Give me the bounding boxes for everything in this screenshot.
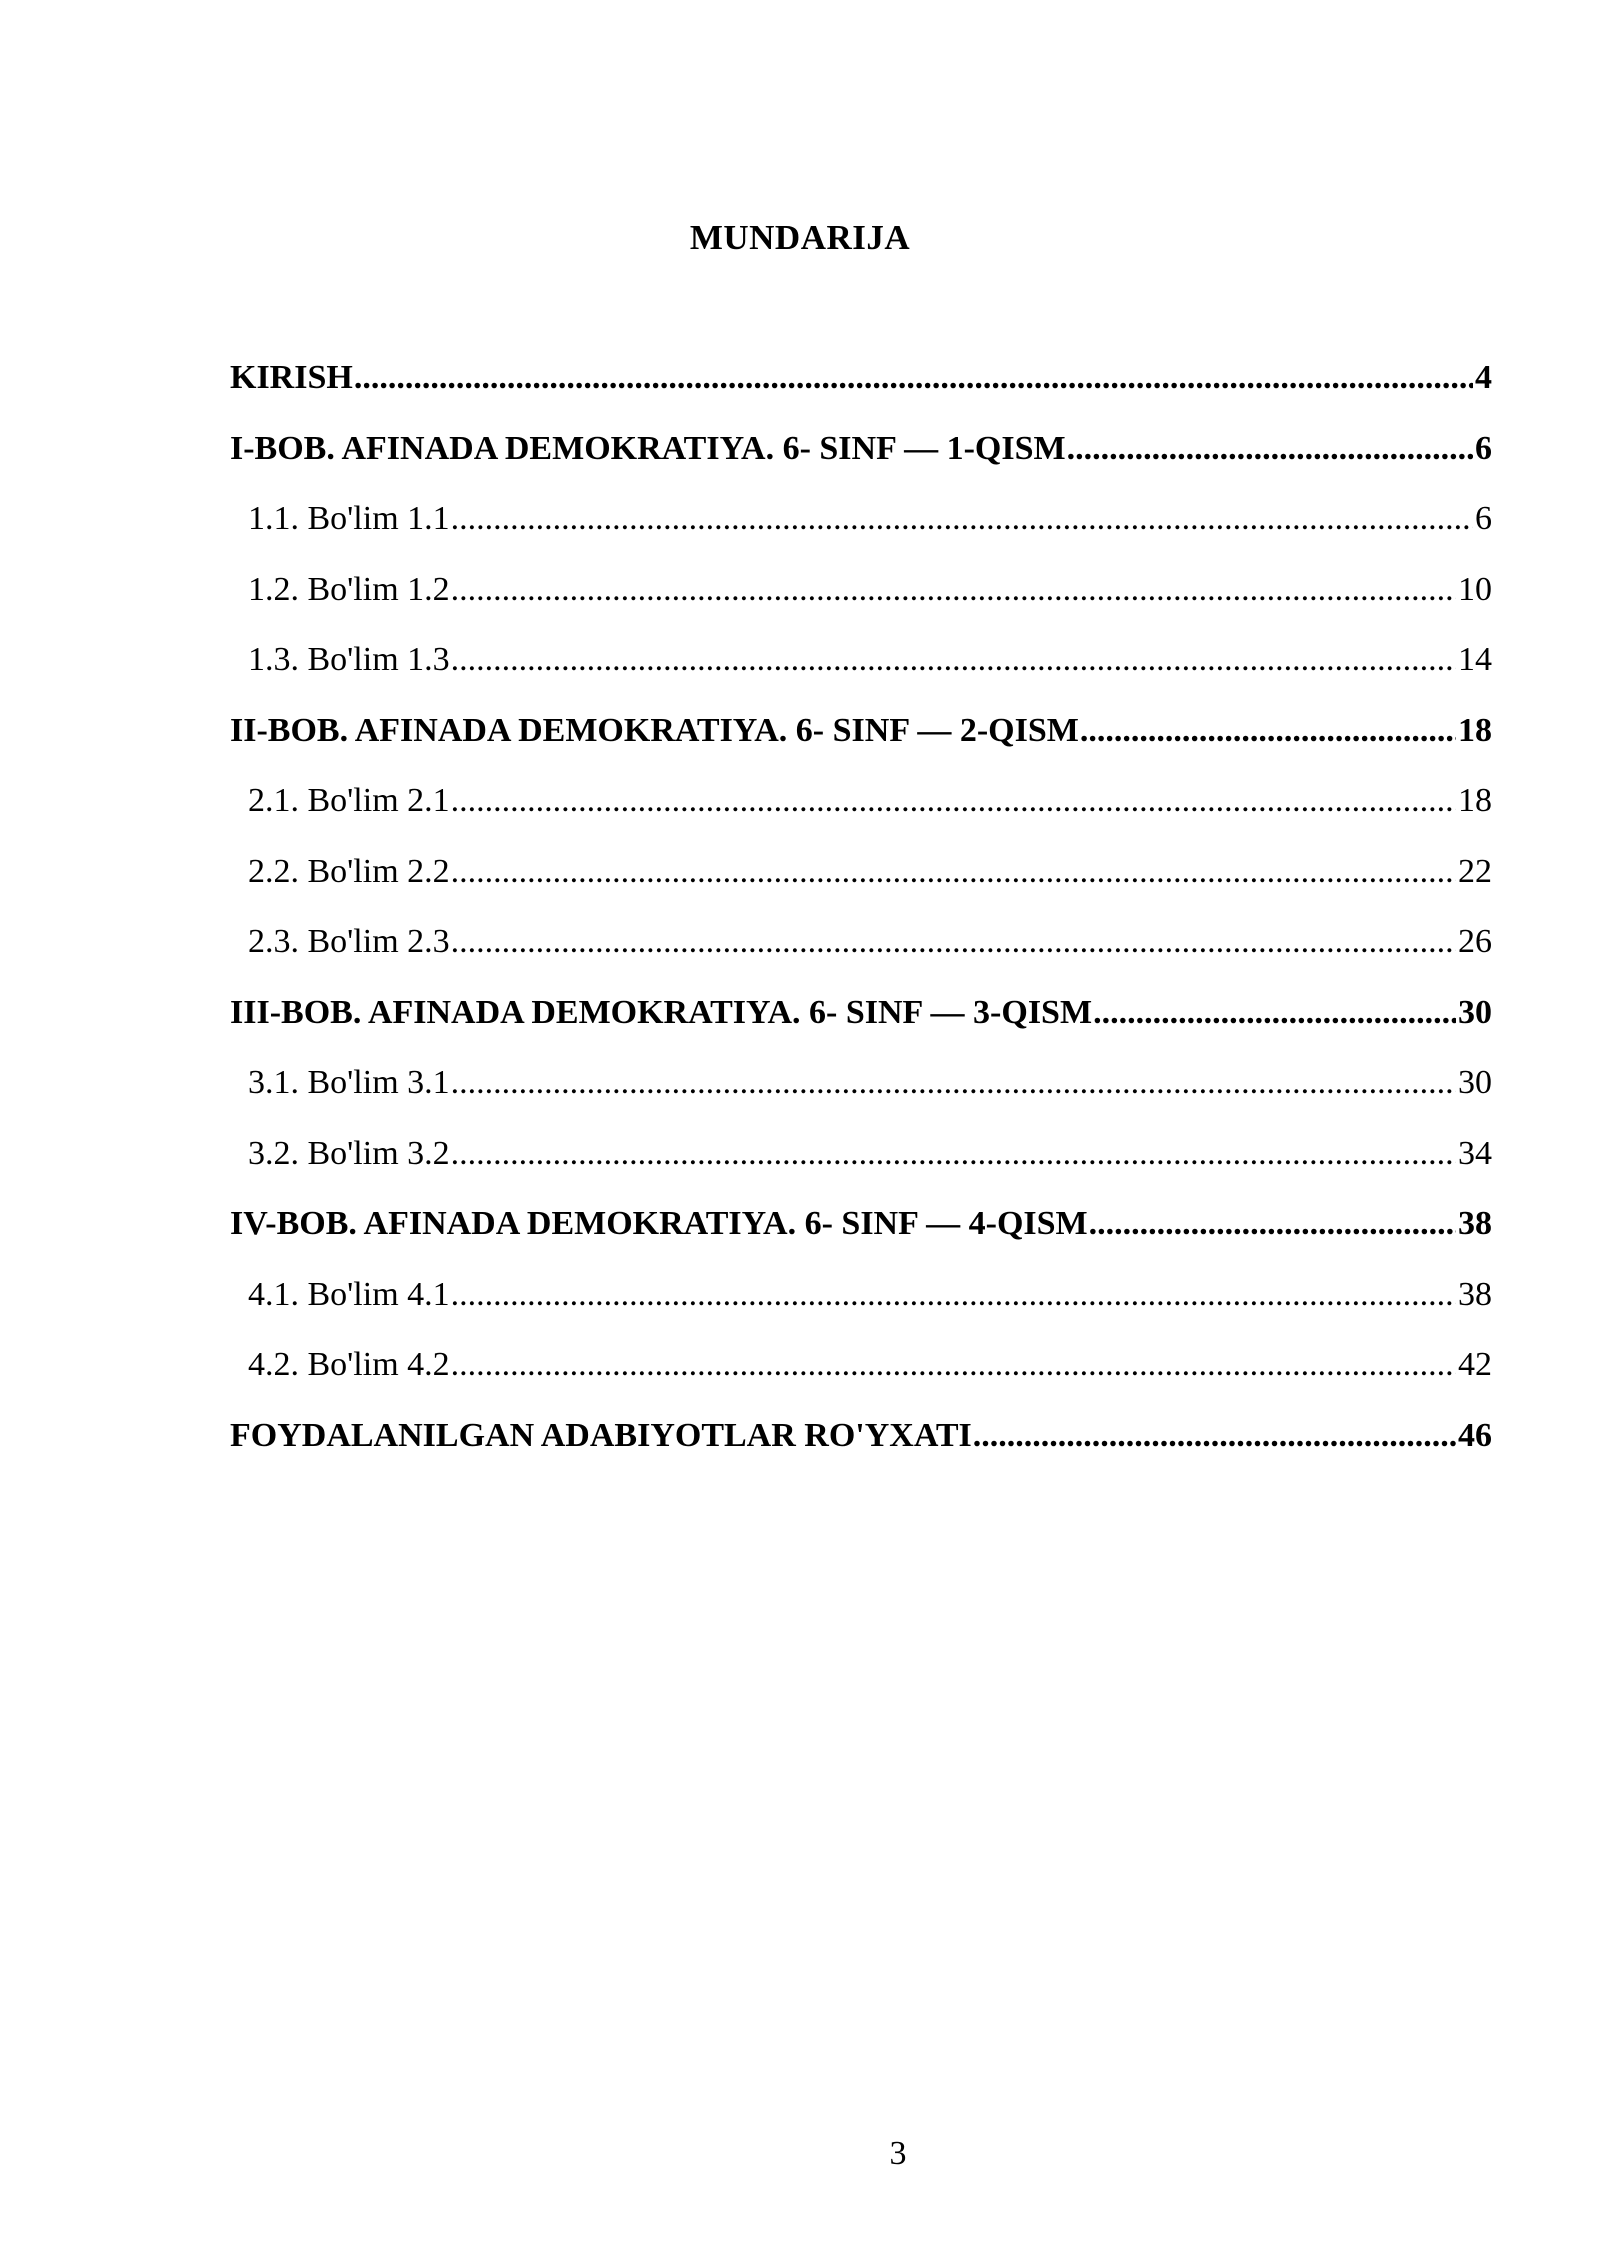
toc-entry[interactable] <box>230 1126 1492 1197</box>
toc-entry[interactable] <box>230 421 1492 492</box>
page-number-text: 3 <box>889 2135 907 2172</box>
toc-entry-label: 3.2. Bo'lim 3.2 <box>248 1134 450 1172</box>
toc-entry-page: 18 <box>1458 782 1492 819</box>
toc-entry-label: 4.1. Bo'lim 4.1 <box>248 1275 450 1313</box>
toc-dot-leader <box>451 844 1456 900</box>
toc-entry[interactable] <box>230 914 1492 985</box>
table-of-contents <box>230 350 1492 1478</box>
toc-entry[interactable] <box>230 1055 1492 1126</box>
toc-dot-leader <box>451 914 1456 970</box>
page-number <box>0 2135 1600 2173</box>
toc-entry-label: 2.2. Bo'lim 2.2 <box>248 852 450 890</box>
toc-dot-leader <box>1080 703 1456 759</box>
toc-entry[interactable] <box>230 985 1492 1056</box>
toc-entry[interactable] <box>230 1408 1492 1479</box>
toc-entry-label: III-BOB. AFINADA DEMOKRATIYA. 6- SINF — 3-QISM <box>230 993 1093 1031</box>
toc-dot-leader <box>451 1267 1456 1323</box>
toc-dot-leader <box>1089 1196 1456 1252</box>
toc-entry-page: 6 <box>1475 429 1492 467</box>
toc-dot-leader <box>354 350 1473 406</box>
toc-entry-label: IV-BOB. AFINADA DEMOKRATIYA. 6- SINF — 4-QISM <box>230 1205 1088 1242</box>
toc-entry-page: 38 <box>1458 1275 1492 1313</box>
toc-entry-page: 4 <box>1475 359 1492 396</box>
toc-entry-label: 2.3. Bo'lim 2.3 <box>248 923 450 960</box>
toc-entry[interactable] <box>230 632 1492 703</box>
toc-entry-label: 4.2. Bo'lim 4.2 <box>248 1346 450 1383</box>
toc-entry-page: 26 <box>1458 923 1492 960</box>
toc-entry-page: 6 <box>1475 500 1492 537</box>
toc-entry-label: 1.3. Bo'lim 1.3 <box>248 641 450 678</box>
toc-entry[interactable] <box>230 1196 1492 1267</box>
toc-entry-label: I-BOB. AFINADA DEMOKRATIYA. 6- SINF — 1-QISM <box>230 429 1066 467</box>
toc-entry-label: 2.1. Bo'lim 2.1 <box>248 782 450 819</box>
toc-dot-leader <box>451 1337 1456 1393</box>
toc-dot-leader <box>451 632 1456 688</box>
toc-entry[interactable] <box>230 491 1492 562</box>
toc-entry[interactable] <box>230 773 1492 844</box>
toc-entry-page: 38 <box>1458 1205 1492 1242</box>
toc-entry[interactable] <box>230 844 1492 915</box>
toc-dot-leader <box>451 562 1456 618</box>
toc-entry[interactable] <box>230 562 1492 633</box>
toc-entry[interactable] <box>230 1337 1492 1408</box>
toc-entry-label: 1.1. Bo'lim 1.1 <box>248 500 450 537</box>
toc-entry-label: 3.1. Bo'lim 3.1 <box>248 1064 450 1101</box>
page-title: MUNDARIJA <box>689 218 911 257</box>
toc-dot-leader <box>451 773 1456 829</box>
toc-dot-leader <box>1067 421 1473 477</box>
toc-dot-leader <box>973 1408 1456 1464</box>
toc-entry-page: 34 <box>1458 1134 1492 1172</box>
toc-entry-page: 14 <box>1458 641 1492 678</box>
toc-entry-page: 22 <box>1458 852 1492 890</box>
toc-entry-page: 18 <box>1458 711 1492 749</box>
toc-entry[interactable] <box>230 703 1492 774</box>
toc-entry-label: 1.2. Bo'lim 1.2 <box>248 570 450 608</box>
toc-entry-page: 10 <box>1458 570 1492 608</box>
toc-dot-leader <box>1093 985 1456 1041</box>
toc-dot-leader <box>451 491 1473 547</box>
toc-dot-leader <box>451 1126 1456 1182</box>
toc-entry-page: 30 <box>1458 1064 1492 1101</box>
toc-entry[interactable] <box>230 1267 1492 1338</box>
toc-entry-label: KIRISH <box>230 359 353 396</box>
toc-entry[interactable] <box>230 350 1492 421</box>
toc-entry-page: 46 <box>1458 1416 1492 1454</box>
toc-dot-leader <box>451 1055 1456 1111</box>
toc-entry-label: II-BOB. AFINADA DEMOKRATIYA. 6- SINF — 2-QISM <box>230 711 1079 749</box>
toc-entry-label: FOYDALANILGAN ADABIYOTLAR RO'YXATI <box>230 1416 972 1454</box>
toc-entry-page: 42 <box>1458 1346 1492 1383</box>
toc-entry-page: 30 <box>1458 993 1492 1031</box>
